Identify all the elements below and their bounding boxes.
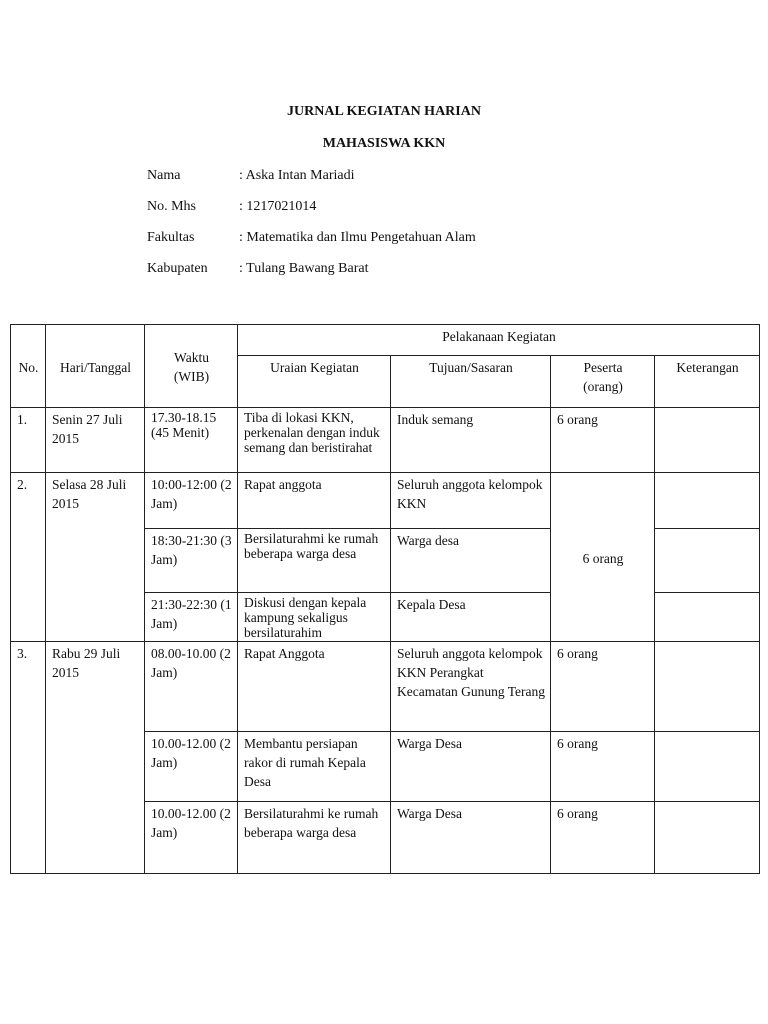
document-subtitle: MAHASISWA KKN bbox=[322, 136, 446, 151]
cell-keterangan bbox=[655, 642, 760, 732]
header-waktu: Waktu (WIB) bbox=[145, 325, 238, 408]
info-value: : Tulang Bawang Barat bbox=[239, 261, 369, 276]
info-label: Nama bbox=[147, 168, 181, 183]
cell-waktu: 10.00-12.00 (2 Jam) bbox=[145, 732, 238, 802]
header-keterangan: Keterangan bbox=[655, 356, 760, 408]
cell-uraian: Bersilaturahmi ke rumah beberapa warga desa bbox=[238, 802, 391, 874]
cell-uraian: Bersilaturahmi ke rumah beberapa warga desa bbox=[238, 529, 391, 593]
cell-keterangan bbox=[655, 473, 760, 529]
cell-tujuan: Kepala Desa bbox=[391, 593, 551, 642]
cell-uraian: Tiba di lokasi KKN, perkenalan dengan induk semang dan beristirahat bbox=[238, 408, 391, 473]
cell-peserta: 6 orang bbox=[551, 408, 655, 473]
cell-tujuan: Seluruh anggota kelompok KKN Perangkat Kecamatan Gunung Terang bbox=[391, 642, 551, 732]
cell-peserta: 6 orang bbox=[551, 802, 655, 874]
cell-no: 1. bbox=[11, 408, 46, 473]
cell-keterangan bbox=[655, 529, 760, 593]
cell-keterangan bbox=[655, 802, 760, 874]
table-row bbox=[11, 642, 760, 732]
cell-waktu: 10.00-12.00 (2 Jam) bbox=[145, 802, 238, 874]
cell-tujuan: Seluruh anggota kelompok KKN bbox=[391, 473, 551, 529]
cell-peserta: 6 orang bbox=[551, 642, 655, 732]
cell-uraian: Rapat anggota bbox=[238, 473, 391, 529]
cell-uraian: Diskusi dengan kepala kampung sekaligus bersilaturahim bbox=[238, 593, 391, 642]
header-no: No. bbox=[11, 325, 46, 408]
cell-tujuan: Warga desa bbox=[391, 529, 551, 593]
cell-waktu: 18:30-21:30 (3 Jam) bbox=[145, 529, 238, 593]
header-hari-tanggal: Hari/Tanggal bbox=[46, 325, 145, 408]
header-row bbox=[11, 325, 760, 356]
cell-hari: Senin 27 Juli 2015 bbox=[46, 408, 145, 473]
cell-keterangan bbox=[655, 408, 760, 473]
table-row bbox=[11, 408, 760, 473]
activity-table bbox=[10, 324, 760, 874]
info-label: Kabupaten bbox=[147, 261, 208, 276]
header-peserta: Peserta (orang) bbox=[551, 356, 655, 408]
table-row bbox=[11, 473, 760, 529]
cell-tujuan: Warga Desa bbox=[391, 732, 551, 802]
cell-tujuan: Induk semang bbox=[391, 408, 551, 473]
info-value: : Matematika dan Ilmu Pengetahuan Alam bbox=[239, 230, 476, 245]
info-label: Fakultas bbox=[147, 230, 195, 245]
cell-keterangan bbox=[655, 593, 760, 642]
cell-waktu: 08.00-10.00 (2 Jam) bbox=[145, 642, 238, 732]
cell-waktu: 10:00-12:00 (2 Jam) bbox=[145, 473, 238, 529]
header-uraian: Uraian Kegiatan bbox=[238, 356, 391, 408]
cell-keterangan bbox=[655, 732, 760, 802]
header-tujuan: Tujuan/Sasaran bbox=[391, 356, 551, 408]
info-value: : Aska Intan Mariadi bbox=[239, 168, 355, 183]
document-title: JURNAL KEGIATAN HARIAN bbox=[287, 104, 481, 119]
cell-no: 2. bbox=[11, 473, 46, 642]
info-value: : 1217021014 bbox=[239, 199, 317, 214]
cell-peserta: 6 orang bbox=[551, 473, 655, 642]
cell-uraian: Rapat Anggota bbox=[238, 642, 391, 732]
cell-tujuan: Warga Desa bbox=[391, 802, 551, 874]
cell-hari: Rabu 29 Juli 2015 bbox=[46, 642, 145, 874]
cell-uraian: Membantu persiapan rakor di rumah Kepala Desa bbox=[238, 732, 391, 802]
cell-waktu: 21:30-22:30 (1 Jam) bbox=[145, 593, 238, 642]
cell-no: 3. bbox=[11, 642, 46, 874]
cell-hari: Selasa 28 Juli 2015 bbox=[46, 473, 145, 642]
info-label: No. Mhs bbox=[147, 199, 197, 214]
cell-peserta: 6 orang bbox=[551, 732, 655, 802]
header-pelaksanaan: Pelakanaan Kegiatan bbox=[238, 325, 760, 356]
cell-waktu: 17.30-18.15 (45 Menit) bbox=[145, 408, 238, 473]
